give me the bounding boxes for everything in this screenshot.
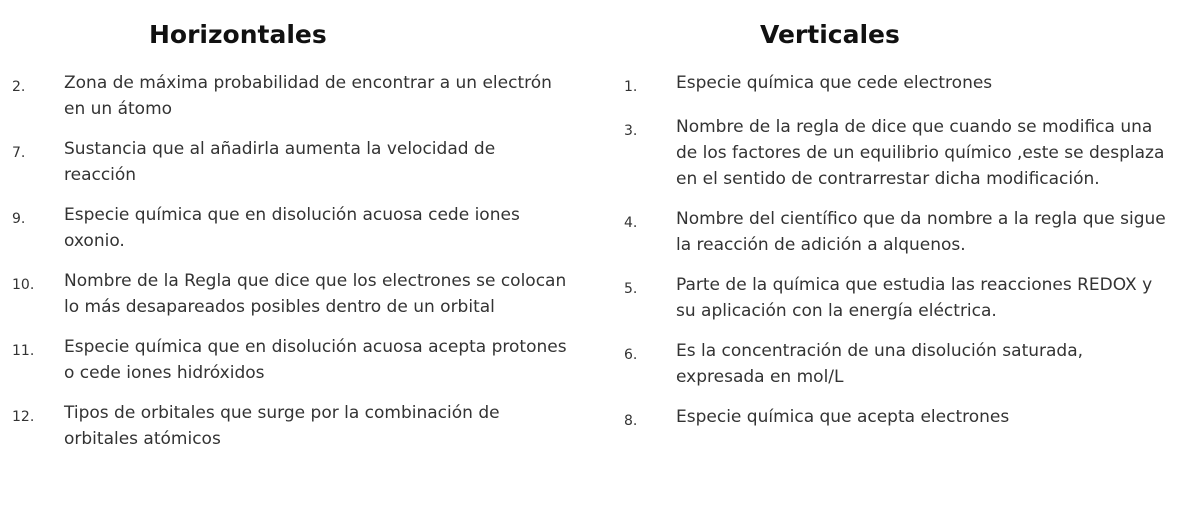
clue-text: Sustancia que al añadirla aumenta la velocidad de reacción	[64, 139, 496, 185]
clue-number: 2.	[12, 79, 26, 95]
clue-horizontal-10	[12, 268, 572, 320]
clue-horizontal-7	[12, 136, 572, 188]
clue-text: Parte de la química que estudia las reacciones REDOX y su aplicación con la energía eléctrica.	[676, 275, 1153, 321]
clue-number: 3.	[624, 123, 638, 139]
verticales-title: Verticales	[760, 20, 900, 49]
clue-horizontal-12	[12, 400, 572, 452]
clue-text: Especie química que acepta electrones	[676, 407, 1010, 427]
clue-text: Nombre de la regla de dice que cuando se modifica una de los factores de un equilibrio químico ,este se desplaza en el sentido de contrarrestar dicha modificación.	[676, 117, 1165, 189]
clue-text: Es la concentración de una disolución saturada, expresada en mol/L	[676, 341, 1084, 387]
clue-number: 4.	[624, 215, 638, 231]
clue-vertical-6	[624, 338, 1174, 390]
clue-text: Especie química que en disolución acuosa cede iones oxonio.	[64, 205, 520, 251]
clue-horizontal-11	[12, 334, 572, 386]
clue-number: 9.	[12, 211, 26, 227]
clue-vertical-8	[624, 404, 1174, 434]
clue-text: Tipos de orbitales que surge por la combinación de orbitales atómicos	[64, 403, 500, 449]
clue-vertical-5	[624, 272, 1174, 324]
clue-number: 10.	[12, 277, 35, 293]
horizontales-title: Horizontales	[149, 20, 327, 49]
clue-number: 6.	[624, 347, 638, 363]
clue-number: 1.	[624, 79, 638, 95]
clue-text: Zona de máxima probabilidad de encontrar a un electrón en un átomo	[64, 73, 552, 119]
clue-vertical-1	[624, 70, 1174, 100]
clue-text: Nombre de la Regla que dice que los electrones se colocan lo más desapareados posibles dentro de un orbital	[64, 271, 567, 317]
clue-number: 12.	[12, 409, 35, 425]
clue-text: Especie química que cede electrones	[676, 73, 993, 93]
clue-text: Nombre del científico que da nombre a la regla que sigue la reacción de adición a alquenos.	[676, 209, 1166, 255]
clue-horizontal-9	[12, 202, 572, 254]
horizontales-clue-list	[12, 70, 572, 466]
clue-text: Especie química que en disolución acuosa acepta protones o cede iones hidróxidos	[64, 337, 567, 383]
clue-number: 8.	[624, 413, 638, 429]
clue-vertical-4	[624, 206, 1174, 258]
clue-number: 7.	[12, 145, 26, 161]
clue-vertical-3	[624, 114, 1174, 192]
clue-number: 5.	[624, 281, 638, 297]
clue-horizontal-2	[12, 70, 572, 122]
verticales-clue-list	[624, 70, 1174, 448]
clue-number: 11.	[12, 343, 35, 359]
